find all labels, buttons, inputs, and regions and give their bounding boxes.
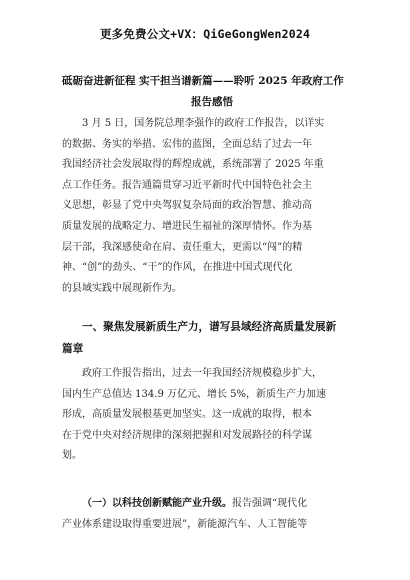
paragraph-line: 我国经济社会发展取得的辉煌成就，系统部署了 2025 年重 (62, 159, 324, 171)
paragraph-line: 的县域实践中展现新作为。 (62, 282, 182, 294)
section-heading-1 (62, 316, 352, 360)
paragraph-line: 点工作任务。报告通篇贯穿习近平新时代中国特色社会主 (62, 179, 312, 191)
paragraph-intro (62, 114, 352, 299)
heading-line: 一、聚焦发展新质生产力，谱写县域经济高质量发展新 (82, 321, 337, 333)
paragraph-line: 国内生产总值达 134.9 万亿元、增长 5%，新质生产力加速 (62, 388, 327, 400)
paragraph-line: 形成，高质量发展根基更加坚实。这一成就的取得，根本 (62, 409, 312, 421)
title-line-2: 报告感悟 (191, 96, 233, 108)
paragraph-line: 3 月 5 日，国务院总理李强作的政府工作报告，以详实 (82, 118, 325, 129)
paragraph-line: 的数据、务实的举措、宏伟的蓝图，全面总结了过去一年 (62, 138, 312, 150)
paragraph-line (62, 494, 352, 515)
paragraph-line: 产业体系建设取得重要进展”，新能源汽车、人工智能等 (62, 518, 308, 530)
paragraph-tech-innovation (62, 494, 352, 535)
title-line-1: 砥砺奋进新征程 实干担当谱新篇——聆听 2025 年政府工作 (62, 75, 344, 87)
paragraph-line: 政府工作报告指出，过去一年我国经济规模稳步扩大， (82, 368, 322, 379)
promo-banner: 更多免费公文+VX：QiGeGongWen2024 (99, 27, 311, 41)
paragraph-line: 质量发展的战略定力、增进民生福祉的深厚情怀。作为基 (62, 220, 312, 232)
paragraph-gdp (62, 364, 352, 467)
paragraph-line: 层干部，我深感使命在肩、责任重大，更需以“闯”的精 (62, 241, 303, 253)
heading-line: 篇章 (62, 343, 84, 355)
paragraph-line-rest: 报告强调“现代化 (232, 498, 308, 509)
paragraph-line: 划。 (62, 450, 82, 462)
paragraph-line: 在于党中央对经济规律的深刻把握和对发展路径的科学谋 (62, 429, 312, 441)
document-title (62, 71, 362, 113)
paragraph-line: 义思想，彰显了党中央驾驭复杂局面的政治智慧、推动高 (62, 200, 312, 212)
paragraph-line: 神、“创”的劲头、“干”的作风，在推进中国式现代化 (62, 262, 293, 274)
subheading-lead: （一）以科技创新赋能产业升级。 (82, 498, 232, 509)
